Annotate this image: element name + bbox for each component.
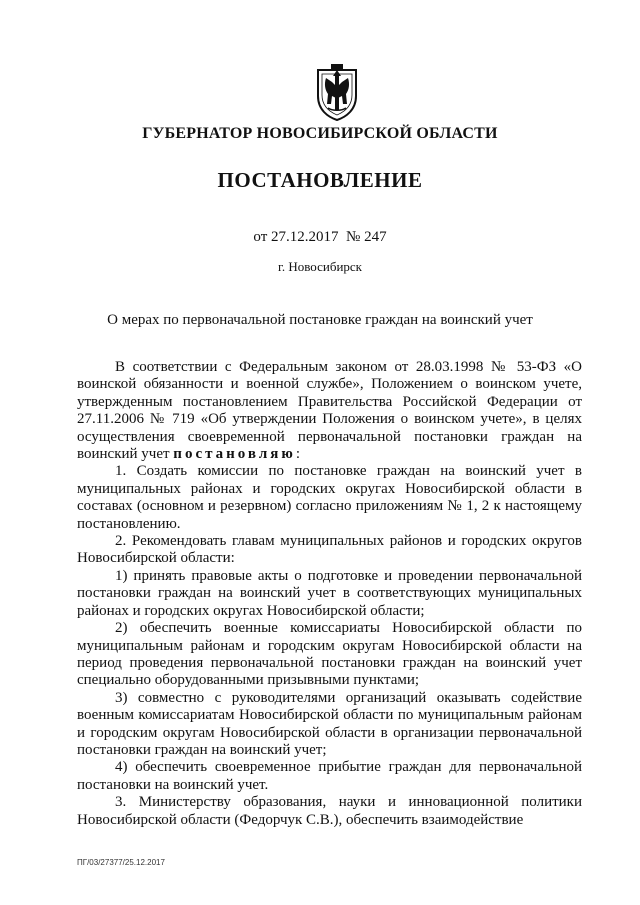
issuing-authority: ГУБЕРНАТОР НОВОСИБИРСКОЙ ОБЛАСТИ (142, 125, 498, 142)
document-footer-code: ПГ/03/27377/25.12.2017 (77, 858, 165, 867)
decree-word: постановляю (173, 446, 296, 463)
document-type-title: ПОСТАНОВЛЕНИЕ (217, 168, 423, 192)
item-2-4-paragraph: 4) обеспечить своевременное прибытие граждан для первоначальной постановки на воинский учет. (77, 759, 582, 793)
document-date: 27.12.2017 (271, 229, 339, 245)
document-body (77, 359, 582, 829)
date-prefix: от (253, 229, 272, 245)
preamble-text: В соответствии с Федеральным законом от 28.03.1998 № 53-ФЗ «О воинской обязанности и военной службе», Положением о воинском учете, утвержденным постановлением Правительства Российской Федерации от 27.11.2006 № 719 «Об утверждении Положения о воинском учете», в целях осуществления своевременной первоначальной постановки граждан на воинский учет (77, 359, 582, 463)
coat-of-arms-icon (314, 64, 360, 122)
document-number: № 247 (346, 229, 387, 245)
document-date-number (0, 229, 640, 246)
decree-colon: : (295, 446, 300, 463)
document-city: г. Новосибирск (277, 259, 362, 274)
item-2-paragraph: 2. Рекомендовать главам муниципальных районов и городских округов Новосибирской области: (77, 533, 582, 567)
item-2-2-paragraph: 2) обеспечить военные комиссариаты Новосибирской области по муниципальным районам и городским округам Новосибирской области на период проведения первоначальной постановки граждан на воинский учет специально оборудованными призывными пунктами; (77, 620, 582, 689)
item-2-1-paragraph: 1) принять правовые акты о подготовке и проведении первоначальной постановки граждан на воинский учет в соответствующих муниципальных районах и городских округах Новосибирской области; (77, 567, 582, 619)
document-subject: О мерах по первоначальной постановке граждан на воинский учет (107, 312, 533, 328)
preamble-paragraph (77, 359, 582, 463)
item-2-3-paragraph: 3) совместно с руководителями организаций оказывать содействие военным комиссариатам Новосибирской области по муниципальным районам и городским округам Новосибирской области в организации первоначальной постановки граждан на воинский учет; (77, 689, 582, 758)
item-3-paragraph: 3. Министерству образования, науки и инновационной политики Новосибирской области (Федорчук С.В.), обеспечить взаимодействие (77, 794, 582, 828)
item-1-paragraph: 1. Создать комиссии по постановке граждан на воинский учет в муниципальных районах и городских округах Новосибирской области в составах (основном и резервном) согласно приложениям № 1, 2 к настоящему постановлению. (77, 463, 582, 532)
